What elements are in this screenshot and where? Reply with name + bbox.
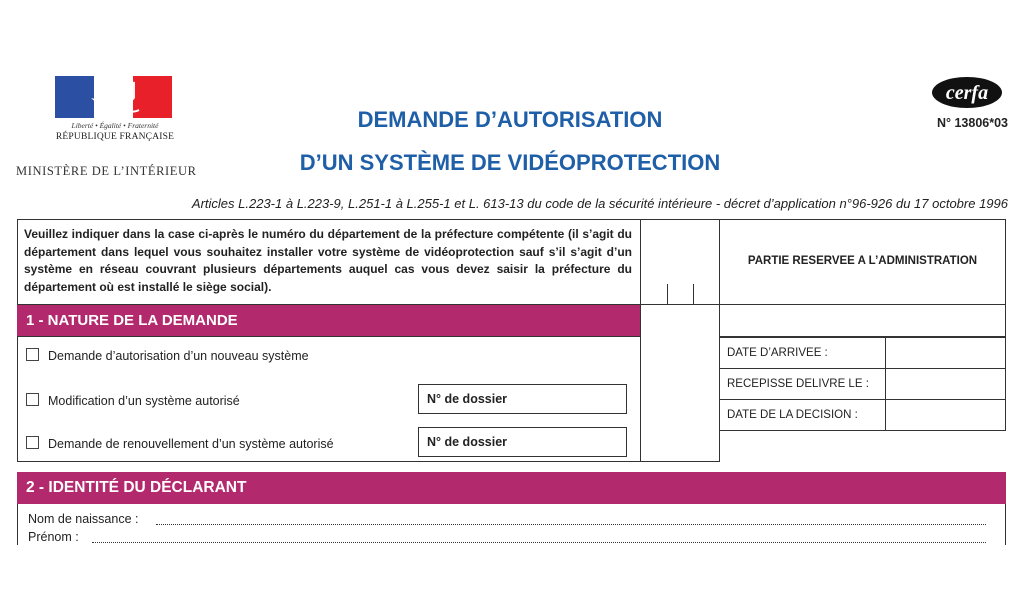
cerfa-logo bbox=[931, 76, 1003, 109]
intro-instructions: Veuillez indiquer dans la case ci-après le numéro du département de la préfecture compétente (il s’agit du département dans lequel vous souhaitez installer votre système de vidéoprotection sauf s’il s’agit d’un système en réseau couvrant plusieurs départements auquel cas vous devez saisir la préfecture du département où est installé le siège social). bbox=[24, 227, 632, 294]
marianne-profile-icon bbox=[75, 78, 145, 116]
form-title-line2: D’UN SYSTÈME DE VIDÉOPROTECTION bbox=[299, 150, 721, 175]
option-new-system[interactable] bbox=[26, 348, 309, 363]
birth-name-input[interactable] bbox=[156, 524, 986, 525]
form-title-line1: DEMANDE D’AUTORISATION bbox=[357, 107, 663, 132]
cerfa-number: N° 13806*03 bbox=[936, 116, 1008, 130]
section1-header: 1 - NATURE DE LA DEMANDE bbox=[17, 305, 641, 336]
admin-receipt-date-label: RECEPISSE DELIVRE LE : bbox=[719, 368, 886, 400]
admin-reserved-heading: PARTIE RESERVEE A L’ADMINISTRATION bbox=[747, 255, 978, 267]
first-name-input[interactable] bbox=[92, 542, 986, 543]
option-renewal[interactable] bbox=[26, 436, 334, 451]
section2-header: 2 - IDENTITÉ DU DÉCLARANT bbox=[17, 472, 1006, 504]
republic-name: RÉPUBLIQUE FRANÇAISE bbox=[55, 132, 175, 142]
section1-spacer bbox=[640, 304, 720, 462]
option-label: Demande de renouvellement d’un système autorisé bbox=[48, 437, 334, 451]
dossier-number-field-modification[interactable]: N° de dossier bbox=[418, 384, 627, 414]
option-label: Modification d’un système autorisé bbox=[48, 394, 240, 408]
option-modification[interactable] bbox=[26, 393, 240, 408]
ministry-name: MINISTÈRE DE L’INTÉRIEUR bbox=[16, 164, 197, 178]
option-label: Demande d’autorisation d’un nouveau système bbox=[48, 349, 309, 363]
department-digit-separator bbox=[693, 284, 694, 304]
french-republic-logo bbox=[55, 76, 172, 118]
checkbox[interactable] bbox=[26, 436, 39, 449]
birth-name-label: Nom de naissance : bbox=[28, 512, 139, 526]
admin-reserved-blank-row bbox=[719, 304, 1006, 337]
republic-motto: Liberté • Égalité • Fraternité bbox=[71, 121, 159, 130]
department-digit-separator bbox=[667, 284, 668, 304]
dossier-number-field-renewal[interactable]: N° de dossier bbox=[418, 427, 627, 457]
checkbox[interactable] bbox=[26, 348, 39, 361]
cerfa-logo-text: cerfa bbox=[945, 82, 989, 104]
admin-arrival-date-label: DATE D’ARRIVEE : bbox=[719, 337, 886, 369]
legal-articles: Articles L.223-1 à L.223-9, L.251-1 à L.255-1 et L. 613-13 du code de la sécurité intérieure - décret d’application n°96-926 du 17 octobre 1996 bbox=[191, 196, 1008, 211]
page-bottom-margin bbox=[0, 545, 1024, 597]
admin-receipt-date-value bbox=[885, 368, 1006, 400]
admin-decision-date-label: DATE DE LA DECISION : bbox=[719, 399, 886, 431]
admin-arrival-date-value bbox=[885, 337, 1006, 369]
department-number-field[interactable] bbox=[640, 219, 720, 305]
checkbox[interactable] bbox=[26, 393, 39, 406]
admin-decision-date-value bbox=[885, 399, 1006, 431]
first-name-label: Prénom : bbox=[28, 530, 79, 544]
